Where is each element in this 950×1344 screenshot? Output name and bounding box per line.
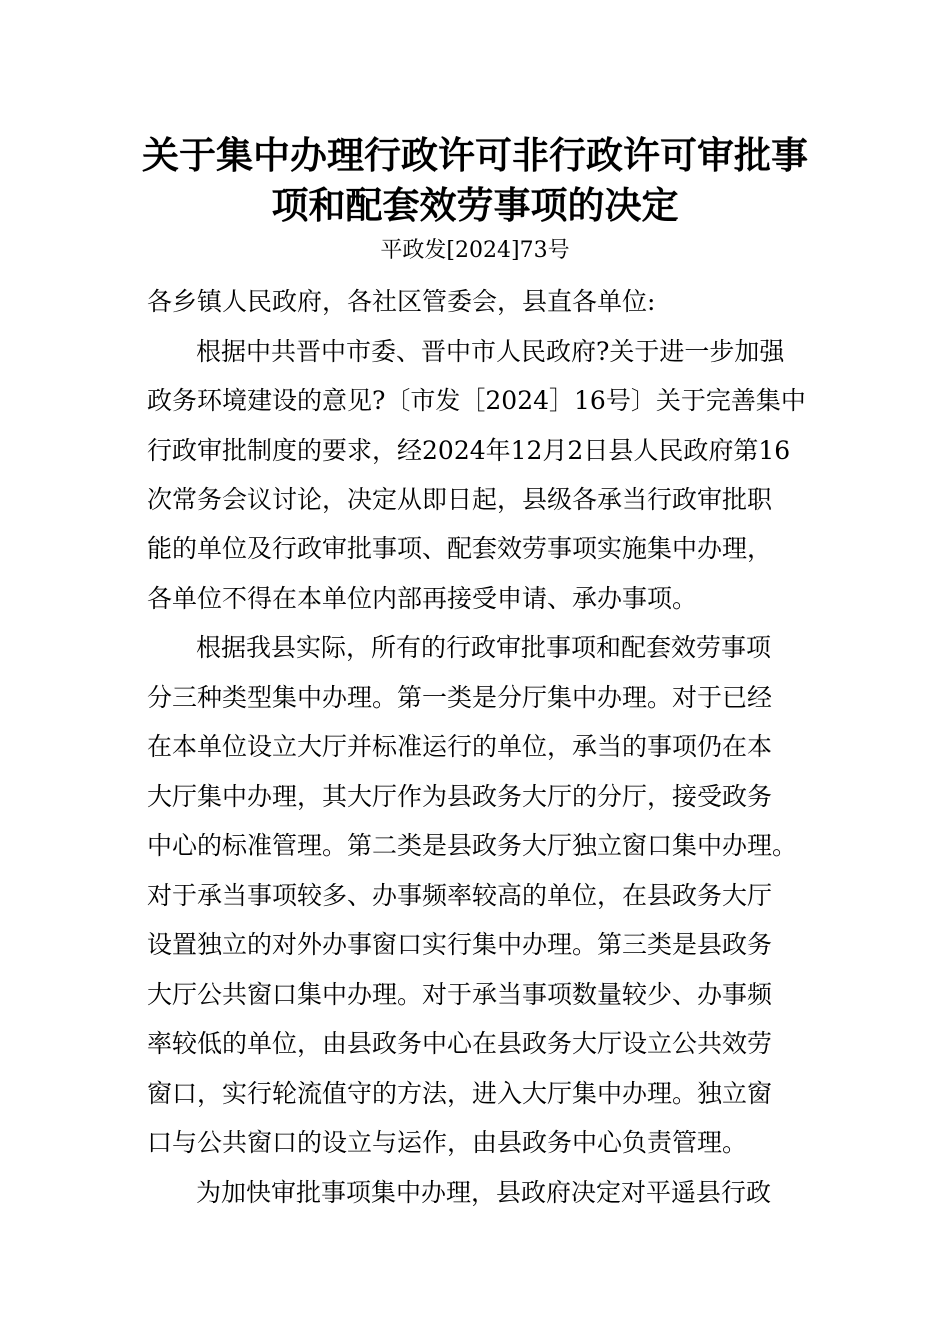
paragraph-2-line-1: 根据我县实际，所有的行政审批事项和配套效劳事项 [196,633,772,662]
paragraph-1-line-6: 各单位不得在本单位内部再接受申请、承办事项。 [147,584,698,613]
document-title-line-1: 关于集中办理行政许可非行政许可审批事 [142,133,808,177]
paragraph-1-line-2: 政务环境建设的意见?〔市发［2024］16号〕关于完善集中 [147,386,806,415]
paragraph-3-line-1: 为加快审批事项集中办理，县政府决定对平遥县行政 [196,1178,772,1207]
paragraph-1-line-1: 根据中共晋中市委、晋中市人民政府?关于进一步加强 [196,337,785,366]
paragraph-1-line-5: 能的单位及行政审批事项、配套效劳事项实施集中办理， [147,534,773,563]
paragraph-2-line-7: 设置独立的对外办事窗口实行集中办理。第三类是县政务 [147,930,773,959]
paragraph-2-line-6: 对于承当事项较多、办事频率较高的单位，在县政务大厅 [147,881,773,910]
paragraph-1-line-4: 次常务会议讨论，决定从即日起，县级各承当行政审批职 [147,485,773,514]
paragraph-2-line-8: 大厅公共窗口集中办理。对于承当事项数量较少、办事频 [147,980,773,1009]
paragraph-2-line-9: 率较低的单位，由县政务中心在县政务大厅设立公共效劳 [147,1029,773,1058]
paragraph-2-line-4: 大厅集中办理，其大厅作为县政务大厅的分厅，接受政务 [147,782,773,811]
paragraph-2-line-3: 在本单位设立大厅并标准运行的单位，承当的事项仍在本 [147,732,773,761]
paragraph-2-line-11: 口与公共窗口的设立与运作，由县政务中心负责管理。 [147,1128,748,1157]
document-number: 平政发[2024]73号 [380,238,570,263]
paragraph-2-line-2: 分三种类型集中办理。第一类是分厅集中办理。对于已经 [147,683,773,712]
paragraph-2-line-10: 窗口，实行轮流值守的方法，进入大厅集中办理。独立窗 [147,1079,773,1108]
paragraph-2-line-5: 中心的标准管理。第二类是县政务大厅独立窗口集中办理。 [147,831,798,860]
salutation: 各乡镇人民政府，各社区管委会，县直各单位: [147,287,656,316]
document-title-line-2: 项和配套效劳事项的决定 [271,183,679,227]
paragraph-1-line-3: 行政审批制度的要求，经2024年12月2日县人民政府第16 [147,436,791,465]
